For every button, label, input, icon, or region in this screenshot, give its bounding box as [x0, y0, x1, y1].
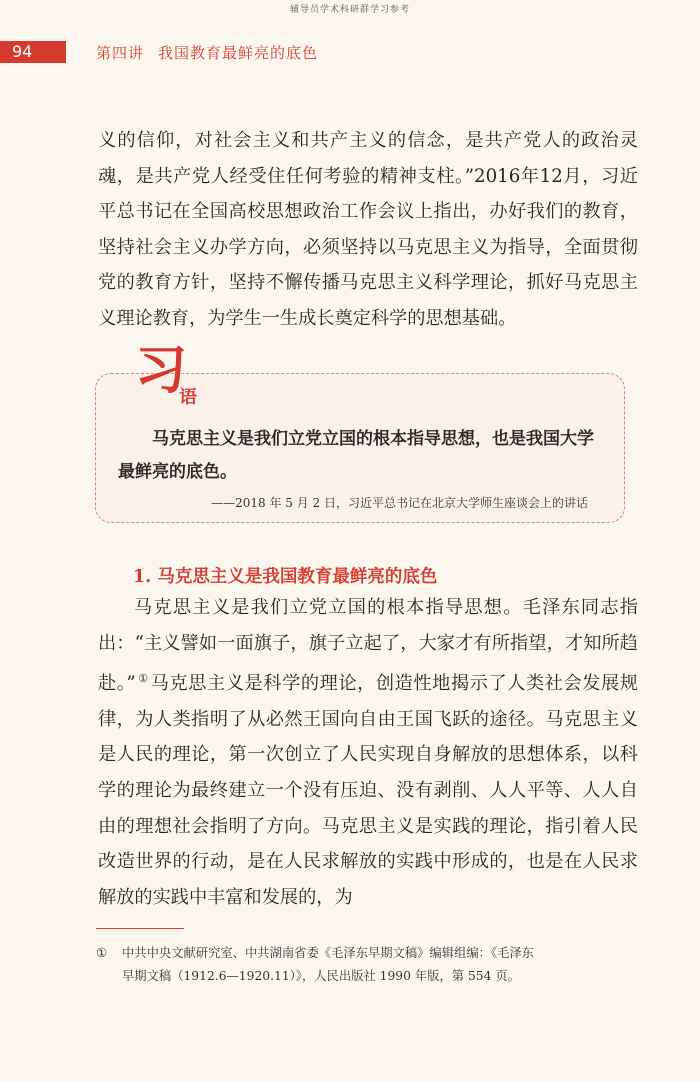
section-heading: 1. 马克思主义是我国教育最鲜亮的底色 [133, 567, 438, 587]
paragraph-text-end: 马克思主义是科学的理论，创造性地揭示了人类社会发展规律，为人类指明了从必然王国向自由王国飞跃的途径。马克思主义是人民的理论，第一次创立了人民实现自身解放的思想体系，以科学的理论为最终建立一个没有压迫、没有剥削、人人平等、人人自由的理想社会指明了方向。马克思主义是实践的理论，指引着人民改造世界的行动，是在人民求解放的实践中形成的，也是在人民求解放的实践中丰富和发展的，为 [98, 673, 638, 908]
body-paragraph: 义的信仰，对社会主义和共产主义的信念，是共产党人的政治灵魂，是共产党人经受住任何考验的精神支柱。”2016年12月，习近平总书记在全国高校思想政治工作会议上指出，办好我们的教育，坚持社会主义办学方向，必须坚持以马克思主义为指导，全面贯彻党的教育方针，坚持不懈传播马克思主义科学理论，抓好马克思主义理论教育，为学生一生成长奠定科学的思想基础。 [98, 130, 638, 329]
top-note: 辅导员学术科研群学习参考 [289, 5, 410, 15]
chapter-label: 第四讲 [96, 44, 145, 62]
callout-label: 语 [179, 387, 197, 408]
paragraph-text-start: 马克思主义是我们立党立国的根本指导思想。毛泽东同志指出：“主义譬如一面旗子，旗子立起了，大家才有所指望，才知所趋赴。” [98, 597, 638, 695]
footnote-ref: ① [137, 672, 149, 686]
section-paragraph [98, 590, 638, 915]
callout-quote: 马克思主义是我们立党立国的根本指导思想，也是我国大学最鲜亮的底色。 [118, 429, 594, 482]
footnote-divider [96, 928, 184, 929]
footnote-line-1: 中共中央文献研究室、中共湖南省委《毛泽东早期文稿》编辑组编：《毛泽东 [122, 946, 534, 960]
footnote-line-2: 早期文稿（1912.6—1920.11）》，人民出版社 1990 年版，第 554 页。 [122, 969, 520, 983]
callout-attribution: ——2018 年 5 月 2 日，习近平总书记在北京大学师生座谈会上的讲话 [211, 496, 588, 510]
page-number: 94 [0, 41, 66, 63]
svg-text:习: 习 [135, 341, 188, 401]
xi-brush-mark-icon [133, 340, 188, 401]
chapter-name: 我国教育最鲜亮的底色 [158, 44, 319, 62]
chapter-title [96, 42, 318, 63]
footnote [96, 942, 636, 988]
footnote-mark: ① [96, 946, 108, 960]
